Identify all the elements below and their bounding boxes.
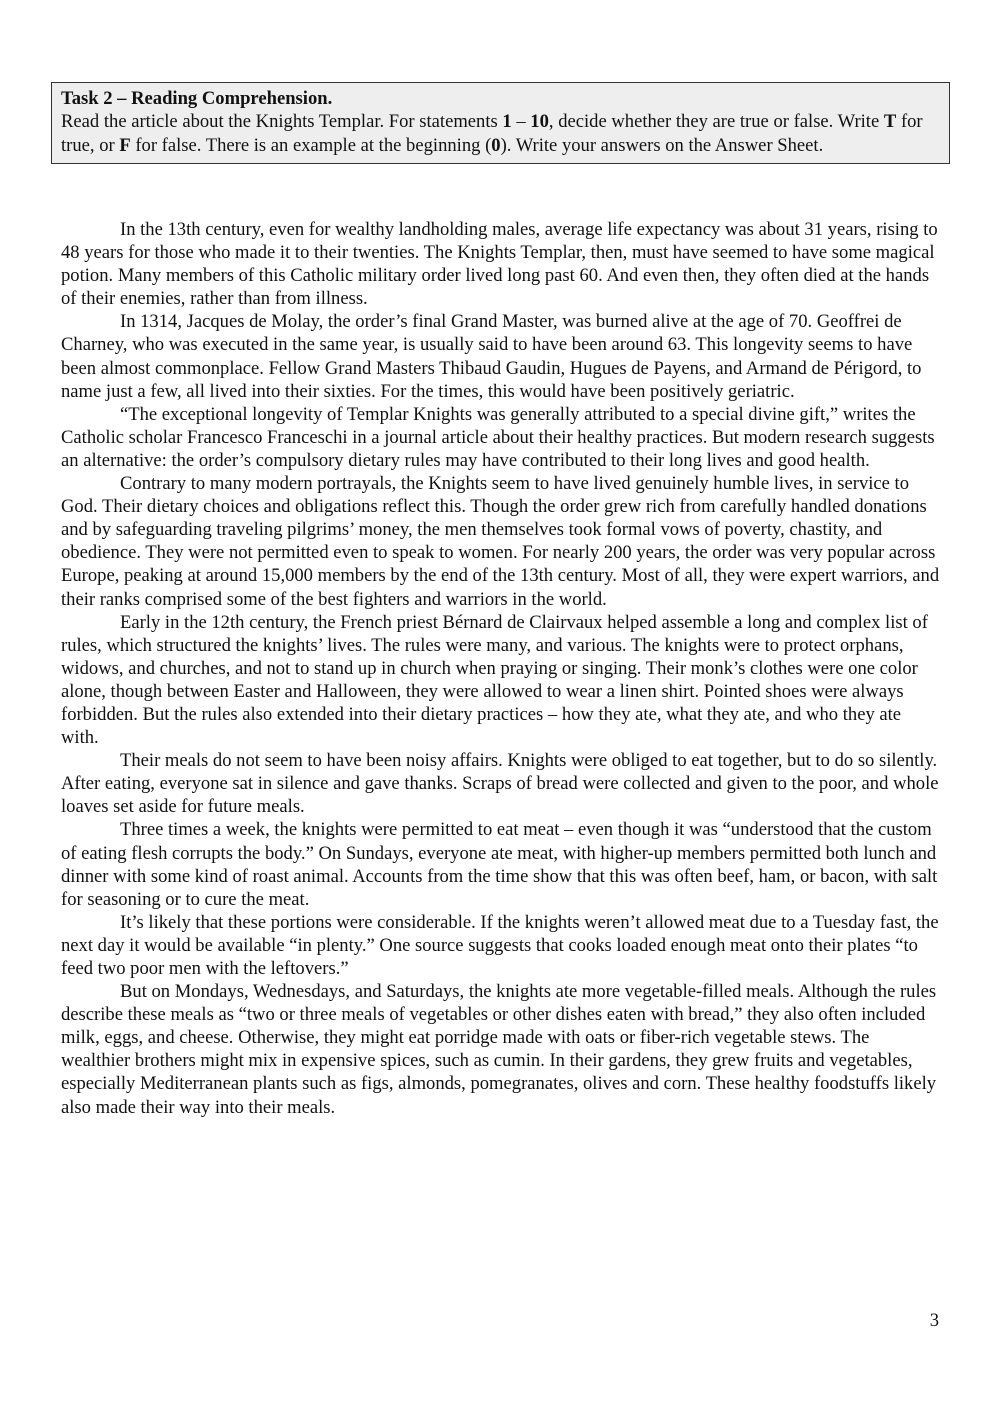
article-paragraph-3: “The exceptional longevity of Templar Knights was generally attributed to a special divine gift,” writes the Catholic scholar Francesco Franceschi in a journal article about their healthy practices. But modern research suggests an alternative: the order’s compulsory dietary rules may have contributed to their long lives and good health. [61, 403, 935, 471]
instr-part-e: ). Write your answers on the Answer Sheet. [500, 134, 824, 156]
false-letter: F [119, 134, 131, 156]
instr-part-c: for true, or [61, 111, 923, 156]
instr-part-b: , decide whether they are true or false. Write [548, 111, 884, 133]
article-paragraph-6: Their meals do not seem to have been noisy affairs. Knights were obliged to eat together, but to do so silently. After eating, everyone sat in silence and gave thanks. Scraps of bread were collected and given to the poor, and whole loaves set aside for future meals. [61, 750, 939, 818]
article-body [61, 218, 941, 1119]
page-number: 3 [929, 1310, 939, 1331]
instr-part-d: for false. There is an example at the beginning ( [130, 134, 492, 156]
article-paragraph-5: Early in the 12th century, the French priest Bérnard de Clairvaux helped assemble a long and complex list of rules, which structured the knights’ lives. The rules were many, and various. The knights were to protect orphans, widows, and churches, and not to stand up in church when praying or singing. Their monk’s clothes were one color alone, though between Easter and Halloween, they were allowed to wear a linen shirt. Pointed shoes were always forbidden. But the rules also extended into their dietary practices – how they ate, what they ate, and who they ate with. [61, 611, 928, 749]
example-number: 0 [491, 134, 501, 156]
article-paragraph-4: Contrary to many modern portrayals, the Knights seem to have lived genuinely humble lives, in service to God. Their dietary choices and obligations reflect this. Though the order grew rich from carefully handled donations and by safeguarding traveling pilgrims’ money, the men themselves took formal vows of poverty, chastity, and obedience. They were not permitted even to speak to women. For nearly 200 years, the order was very popular across Europe, peaking at around 15,000 members by the end of the 13th century. Most of all, they were expert warriors, and their ranks comprised some of the best fighters and warriors in the world. [61, 473, 940, 610]
true-letter: T [883, 111, 897, 133]
task-instructions-box [51, 82, 950, 164]
range-separator: – [511, 111, 531, 133]
article-paragraph-7: Three times a week, the knights were permitted to eat meat – even though it was “understood that the custom of eating flesh corrupts the body.” On Sundays, everyone ate meat, with higher-up members permitted both lunch and dinner with some kind of roast animal. Accounts from the time show that this was often beef, ham, or bacon, with salt for seasoning or to cure the meat. [61, 819, 938, 910]
task-instructions [61, 110, 941, 157]
article-paragraph-2: In 1314, Jacques de Molay, the order’s final Grand Master, was burned alive at the age of 70. Geoffrei de Charney, who was executed in the same year, is usually said to have been around 63. This longevity seems to have been almost commonplace. Fellow Grand Masters Thibaud Gaudin, Hugues de Payens, and Armand de Périgord, to name just a few, all lived into their sixties. For the times, this would have been positively geriatric. [61, 311, 922, 402]
instr-part-a: Read the article about the Knights Templar. For statements [61, 111, 503, 133]
article-paragraph-1: In the 13th century, even for wealthy landholding males, average life expectancy was about 31 years, rising to 48 years for those who made it to their twenties. The Knights Templar, then, must have seemed to have some magical potion. Many members of this Catholic military order lived long past 60. And even then, they often died at the hands of their enemies, rather than from illness. [61, 219, 938, 310]
article-paragraph-9: But on Mondays, Wednesdays, and Saturdays, the knights ate more vegetable-filled meals. Although the rules describe these meals as “two or three meals of vegetables or other dishes eaten with bread,” they also often included milk, eggs, and cheese. Otherwise, they might eat porridge made with oats or fiber-rich vegetable stews. The wealthier brothers might mix in expensive spices, such as cumin. In their gardens, they grew fruits and vegetables, especially Mediterranean plants such as figs, almonds, pomegranates, olives and corn. These healthy foodstuffs likely also made their way into their meals. [61, 981, 937, 1118]
range-start: 1 [502, 111, 512, 133]
article-paragraph-8: It’s likely that these portions were considerable. If the knights weren’t allowed meat due to a Tuesday fast, the next day it would be available “in plenty.” One source suggests that cooks loaded enough meat onto their plates “to feed two poor men with the leftovers.” [61, 911, 939, 979]
range-end: 10 [530, 111, 549, 133]
task-title: Task 2 – Reading Comprehension. [61, 88, 333, 109]
